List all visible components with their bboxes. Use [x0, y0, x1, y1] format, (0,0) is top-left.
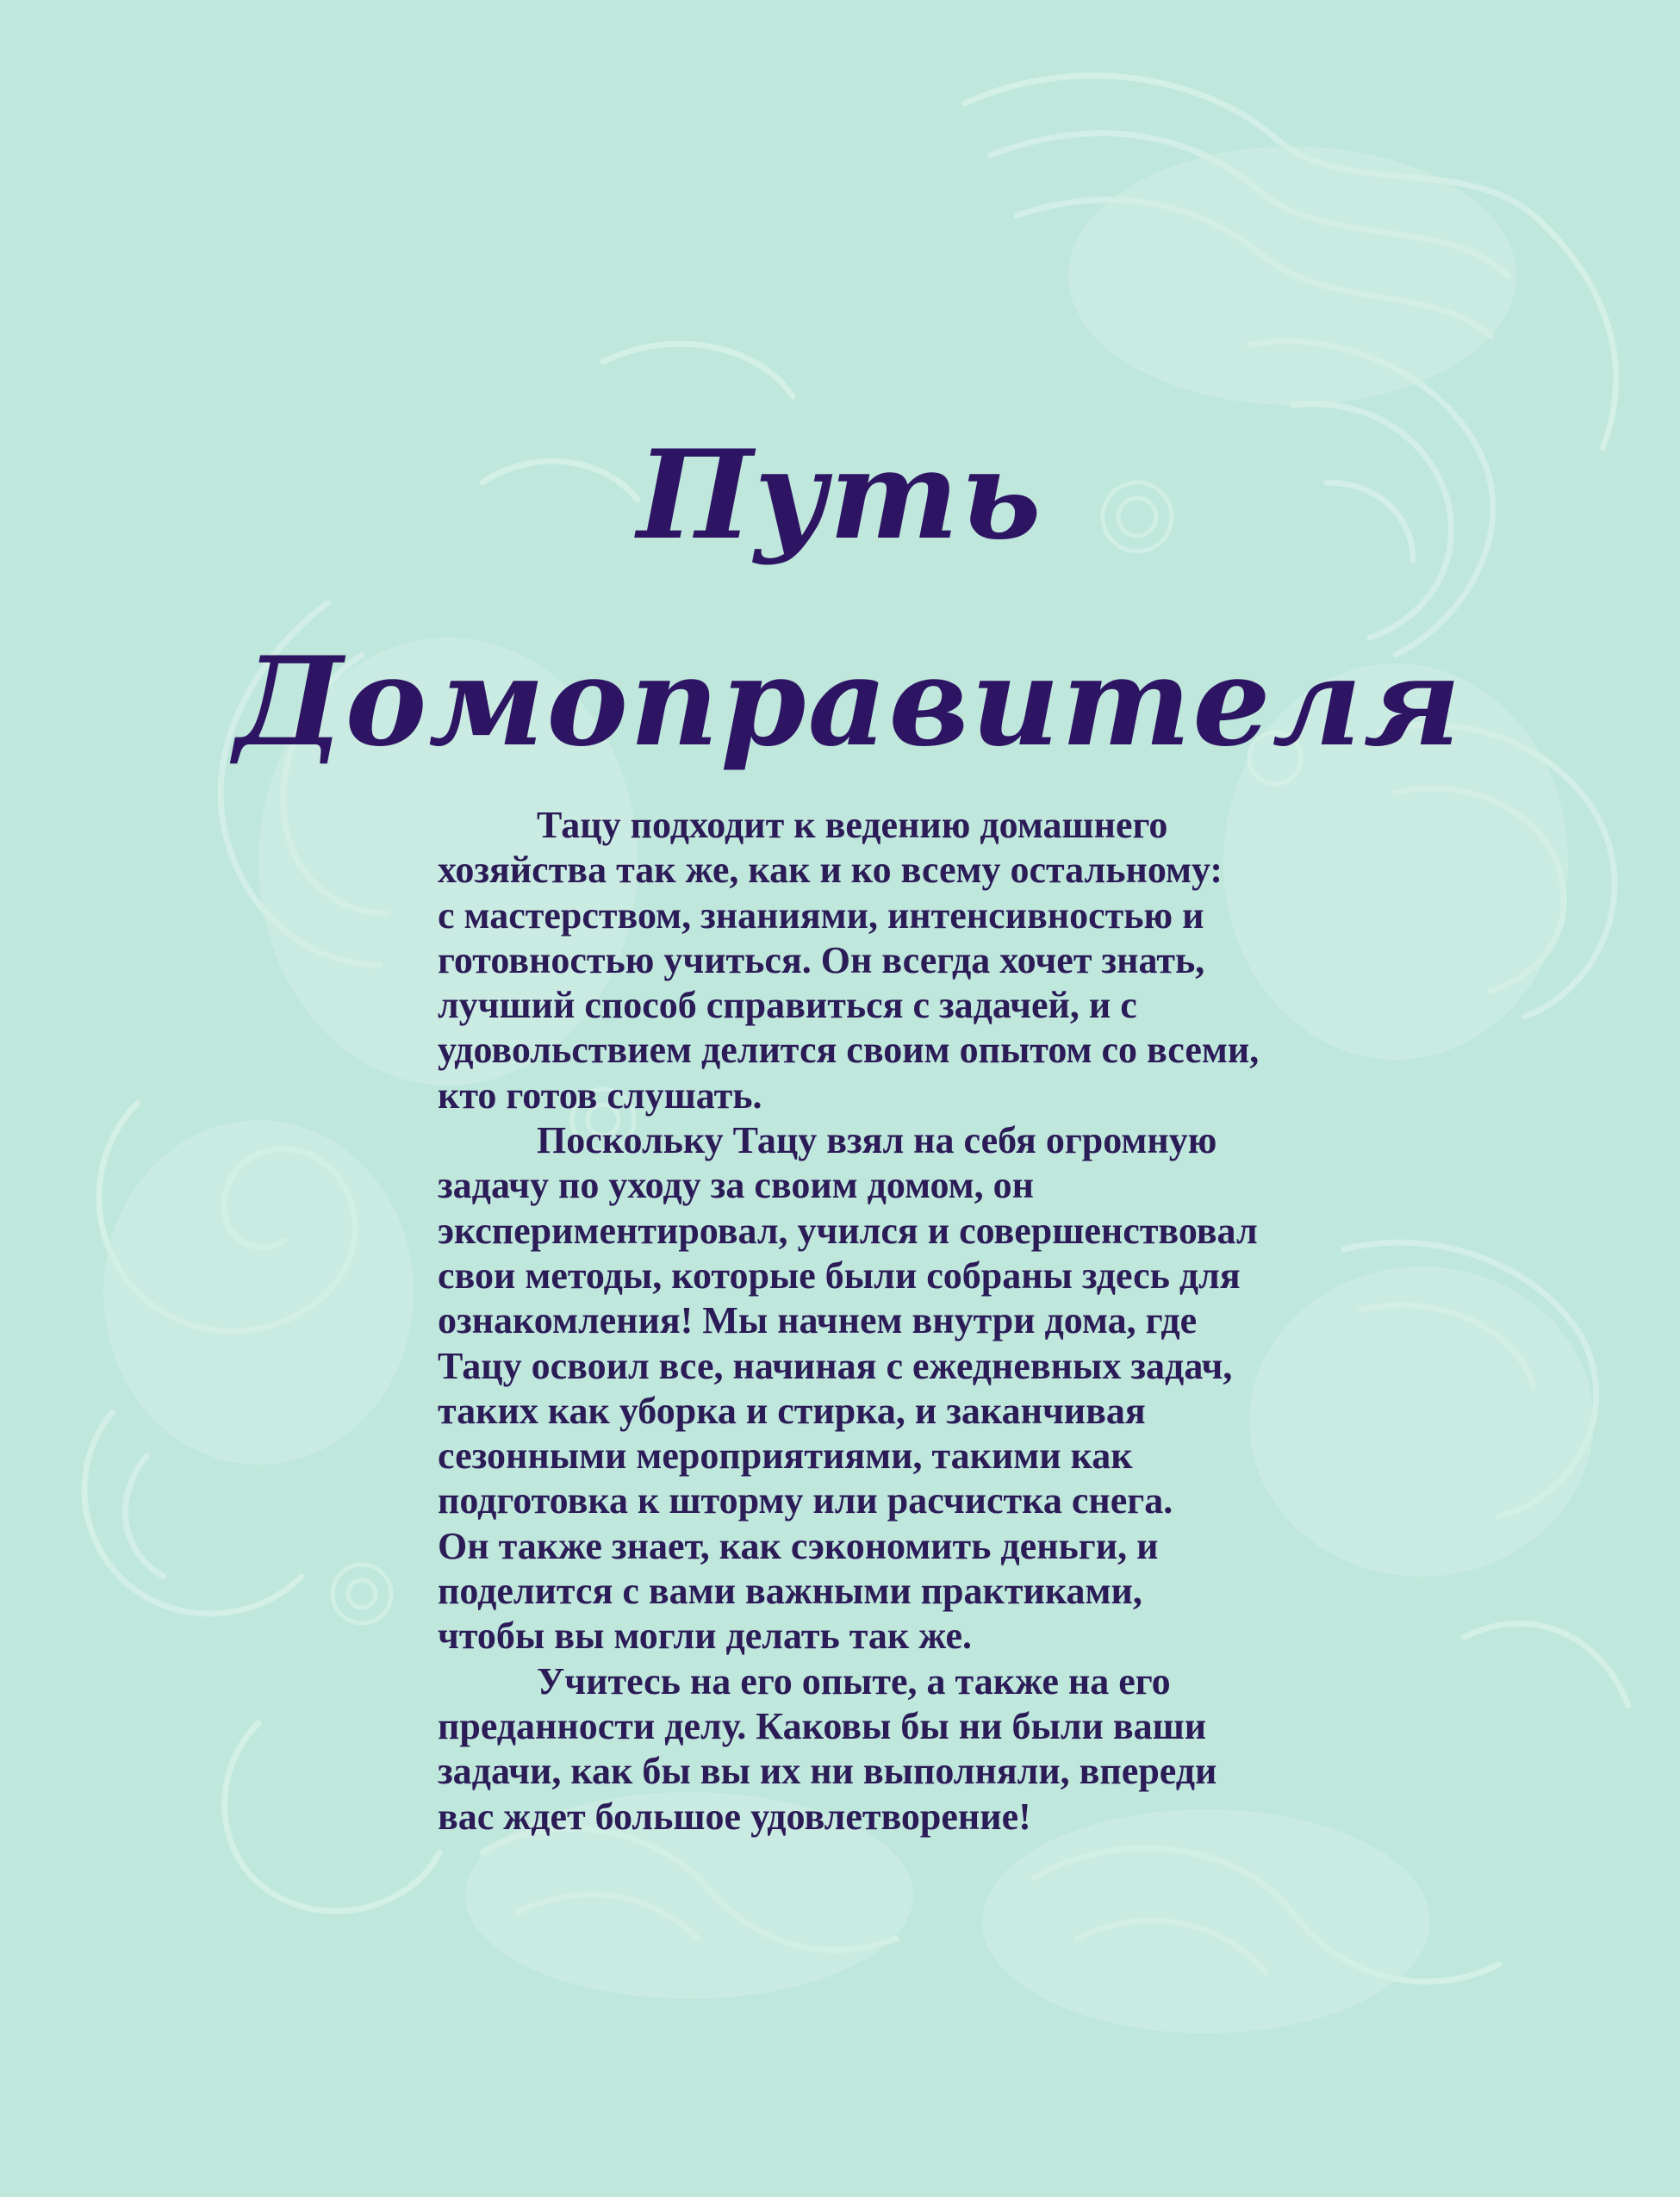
text-line: задачу по уходу за своим домом, он: [438, 1164, 1034, 1207]
text-line: Поскольку Тацу взял на себя огромную: [537, 1119, 1217, 1162]
text-line: Тацу подходит к ведению домашнего: [537, 804, 1168, 846]
title-line-1: Путь: [637, 424, 1043, 567]
text-line: экспериментировал, учился и совершенствовал: [438, 1209, 1258, 1252]
text-line: подготовка к шторму или расчистка снега.: [438, 1479, 1173, 1522]
text-line: кто готов слушать.: [438, 1074, 762, 1117]
paragraph-1: [438, 803, 1351, 1118]
text-line: преданности делу. Каковы бы ни были ваши: [438, 1704, 1207, 1747]
text-line: задачи, как бы вы их ни выполняли, впереди: [438, 1750, 1217, 1793]
text-line: таких как уборка и стирка, и заканчивая: [438, 1389, 1146, 1432]
title-line-2: Домоправителя: [234, 631, 1463, 774]
text-line: сезонными мероприятиями, такими как: [438, 1435, 1133, 1478]
text-line: вас ждет большое удовлетворение!: [438, 1795, 1031, 1838]
text-line: поделится с вами важными практиками,: [438, 1570, 1142, 1613]
text-line: Тацу освоил все, начиная с ежедневных задач,: [438, 1344, 1233, 1387]
text-line: Он также знает, как сэкономить деньги, и: [438, 1524, 1159, 1567]
paragraph-3: [438, 1659, 1351, 1839]
text-line: хозяйства так же, как и ко всему остальному:: [438, 849, 1223, 892]
body-text: [438, 803, 1351, 1839]
paragraph-2: [438, 1118, 1351, 1659]
text-line: готовностью учиться. Он всегда хочет знать,: [438, 938, 1205, 981]
text-line: удовольствием делится своим опытом со всеми,: [438, 1029, 1260, 1072]
text-line: с мастерством, знаниями, интенсивностью и: [438, 893, 1204, 937]
text-line: лучший способ справиться с задачей, и с: [438, 984, 1137, 1027]
text-line: свои методы, которые были собраны здесь для: [438, 1254, 1241, 1297]
text-line: Учитесь на его опыте, а также на его: [537, 1659, 1171, 1702]
text-line: чтобы вы могли делать так же.: [438, 1615, 973, 1658]
page-title: [0, 392, 1680, 806]
text-line: ознакомления! Мы начнем внутри дома, где: [438, 1299, 1198, 1342]
